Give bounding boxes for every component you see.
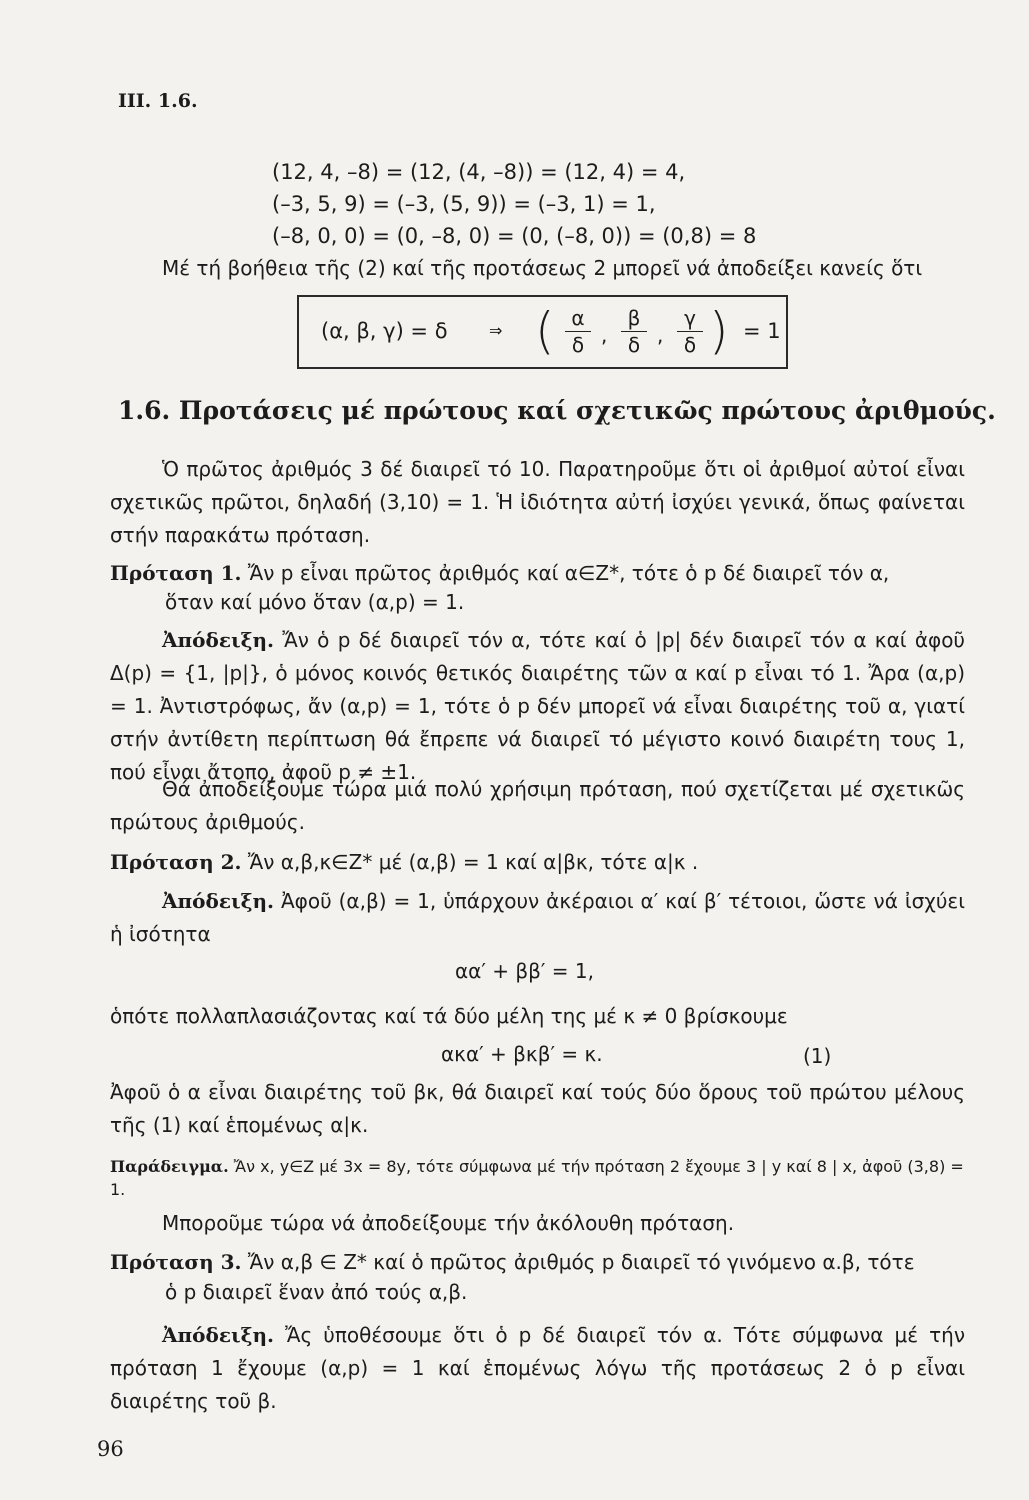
proof-2-label: Ἀπόδειξη. [162, 889, 275, 913]
proof-1-label: Ἀπόδειξη. [162, 628, 275, 652]
equation-line-3: (–8, 0, 0) = (0, –8, 0) = (0, (–8, 0)) = (0,8) = 8 [272, 224, 757, 248]
section-title: 1.6. Προτάσεις μέ πρώτους καί σχετικῶς πρώτους ἀριθμούς. [118, 396, 996, 425]
example-label: Παράδειγμα. [110, 1157, 229, 1176]
proposition-3-line2: ὁ p διαιρεῖ ἕναν ἀπό τούς α,β. [165, 1280, 468, 1304]
right-paren: ) [709, 302, 729, 360]
proof-2-middle: ὁπότε πολλαπλασιάζοντας καί τά δύο μέλη της μέ κ ≠ 0 βρίσκουμε [110, 1004, 788, 1028]
boxed-formula [297, 295, 788, 369]
proof-3 [110, 1319, 965, 1418]
equation-line-1: (12, 4, –8) = (12, (4, –8)) = (12, 4) = 4, [272, 160, 686, 184]
proposition-1-line2: ὅταν καί μόνο ὅταν (α,p) = 1. [165, 590, 465, 614]
equation-bezout: αα′ + ββ′ = 1, [455, 959, 595, 983]
proof-1-text: Ἄν ὁ p δέ διαιρεῖ τόν α, τότε καί ὁ |p| δέν διαιρεῖ τόν α καί ἀφοῦ Δ(p) = {1, |p|}, ὁ μόνος κοινός θετικός διαιρέτης τῶν α καί p εἶναι τό 1. Ἄρα (α,p) = 1. Ἀντιστρόφως, ἄν (α,p) = 1, τότε ὁ p δέν μπορεῖ νά εἶναι διαιρέτης τοῦ α, γιατί στήν ἀντίθετη περίπτωση θά ἔπρεπε νά διαιρεῖ τό μέγιστο κοινό διαιρέτη τους 1, πού εἶναι ἄτοπο, ἀφοῦ p ≠ ±1. [110, 628, 966, 784]
comma: , [657, 323, 664, 347]
proposition-1-label: Πρόταση 1. [110, 561, 242, 585]
fraction-beta-delta: $\frac{\beta}{\delta}$ [621, 305, 647, 358]
example [110, 1155, 965, 1201]
equation-1: ακα′ + βκβ′ = κ. [441, 1042, 603, 1066]
equation-1-label: (1) [803, 1044, 832, 1068]
proof-2-conclusion: Ἀφοῦ ὁ α εἶναι διαιρέτης τοῦ βκ, θά διαιρεῖ καί τούς δύο ὅρους τοῦ πρώτου μέλους τῆς (1) καί ἑπομένως α|κ. [110, 1080, 965, 1137]
proposition-3-label: Πρόταση 3. [110, 1250, 242, 1274]
paragraph-transition: Θά ἀποδείξουμε τώρα μιά πολύ χρήσιμη πρόταση, πού σχετίζεται μέ σχετικῶς πρώτους ἀριθμούς. [110, 777, 965, 834]
example-text: Ἄν x, y∈Ζ μέ 3x = 8y, τότε σύμφωνα μέ τήν πρόταση 2 ἔχουμε 3 | y καί 8 | x, ἀφοῦ (3,8) = 1. [110, 1157, 964, 1199]
proof-3-text: Ἄς ὑποθέσουμε ὅτι ὁ p δέ διαιρεῖ τόν α. Τότε σύμφωνα μέ τήν πρόταση 1 ἔχουμε (α,p) = 1 καί ἑπομένως λόγω τῆς προτάσεως 2 ὁ p εἶναι διαιρέτης τοῦ β. [110, 1323, 965, 1413]
fraction-gamma-delta: $\frac{\gamma}{\delta}$ [677, 305, 703, 358]
proposition-2 [110, 846, 965, 879]
paragraph-next: Μποροῦμε τώρα νά ἀποδείξουμε τήν ἀκόλουθη πρόταση. [162, 1211, 735, 1235]
chapter-header: ΙΙΙ. 1.6. [118, 90, 198, 112]
page-number: 96 [97, 1437, 124, 1461]
boxed-formula-rhs: = 1 [743, 319, 781, 343]
proof-3-label: Ἀπόδειξη. [162, 1323, 275, 1347]
proof-1 [110, 624, 965, 789]
boxed-formula-lhs: (α, β, γ) = δ [321, 319, 448, 343]
comma: , [601, 323, 608, 347]
proposition-3 [110, 1246, 965, 1279]
proposition-3-line1: Ἄν α,β ∈ Ζ* καί ὁ πρῶτος ἀριθμός p διαιρεῖ τό γινόμενο α.β, τότε [247, 1250, 915, 1274]
fraction-alpha-delta: $\frac{\alpha}{\delta}$ [565, 305, 591, 358]
paragraph-intro: Ὁ πρῶτος ἀριθμός 3 δέ διαιρεῖ τό 10. Παρατηροῦμε ὅτι οἱ ἀριθμοί αὐτοί εἶναι σχετικῶς πρῶτοι, δηλαδή (3,10) = 1. Ἡ ἰδιότητα αὐτή ἰσχύει γενικά, ὅπως φαίνεται στήν παρακάτω πρόταση. [110, 457, 965, 547]
left-paren: ( [535, 302, 555, 360]
proposition-1 [110, 557, 965, 590]
implies-arrow: ⇒ [489, 321, 503, 340]
proposition-1-line1: Ἄν p εἶναι πρῶτος ἀριθμός καί α∈Ζ*, τότε ὁ p δέ διαιρεῖ τόν α, [247, 561, 890, 585]
proposition-2-text: Ἄν α,β,κ∈Ζ* μέ (α,β) = 1 καί α|βκ, τότε α|κ . [247, 850, 699, 874]
equation-line-2: (–3, 5, 9) = (–3, (5, 9)) = (–3, 1) = 1, [272, 192, 656, 216]
proof-2-text: Ἀφοῦ (α,β) = 1, ὑπάρχουν ἀκέραιοι α′ καί β′ τέτοιοι, ὥστε νά ἰσχύει ἡ ἰσότητα [110, 889, 966, 946]
proposition-2-label: Πρόταση 2. [110, 850, 242, 874]
intro-sentence: Μέ τή βοήθεια τῆς (2) καί τῆς προτάσεως 2 μπορεῖ νά ἀποδείξει κανείς ὅτι [162, 256, 923, 280]
proof-2 [110, 885, 965, 951]
